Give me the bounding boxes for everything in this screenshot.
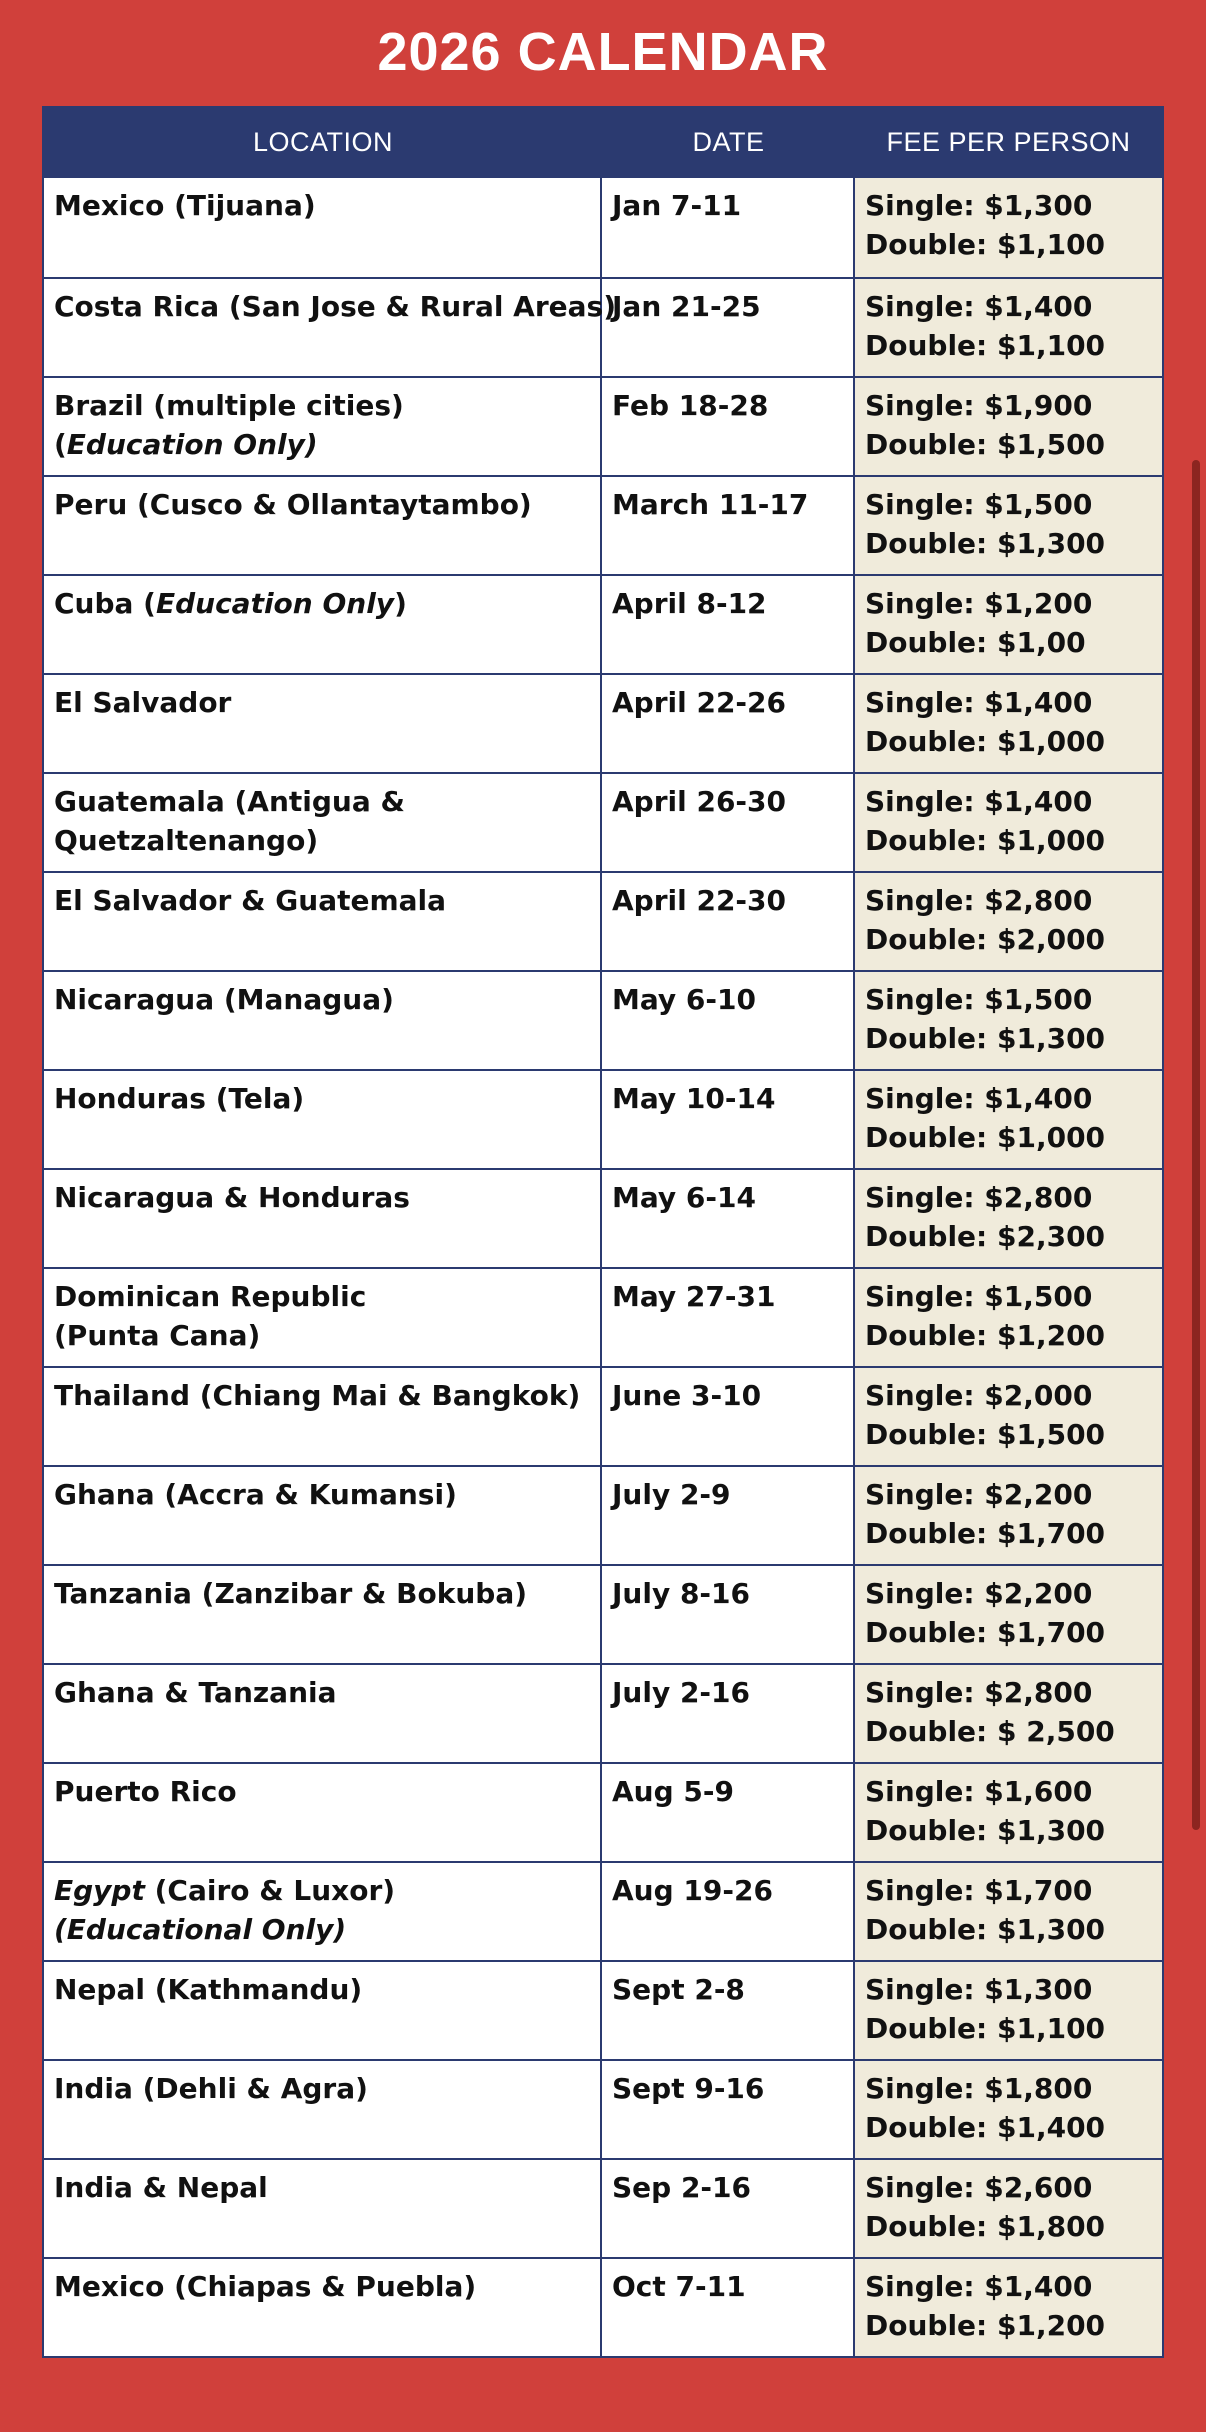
single-fee: Single: $1,500 [865,1280,1093,1313]
calendar-table [42,106,1164,2358]
fee-cell [855,1368,1162,1465]
table-header [44,106,1162,178]
date-cell: July 2-16 [602,1665,855,1762]
date-cell: Jan 21-25 [602,279,855,376]
single-fee: Single: $1,400 [865,290,1093,323]
location-line [54,821,590,860]
location-text: Education Only) [66,428,318,461]
location-line [54,683,590,722]
double-fee: Double: $1,300 [865,1913,1106,1946]
location-line [54,2069,590,2108]
double-fee: Double: $1,000 [865,1121,1106,1154]
double-fee: Double: $2,300 [865,1220,1106,1253]
date-cell: April 8-12 [602,576,855,673]
double-fee: Double: $1,500 [865,428,1106,461]
location-text: El Salvador & Guatemala [54,884,447,917]
location-cell [44,774,602,871]
date-cell: May 10-14 [602,1071,855,1168]
location-line [54,1910,590,1949]
single-fee: Single: $2,600 [865,2171,1093,2204]
date-cell: Aug 19-26 [602,1863,855,1960]
fee-cell [855,774,1162,871]
fee-cell [855,972,1162,1069]
double-fee: Double: $1,300 [865,1022,1106,1055]
table-row [44,574,1162,673]
location-line [54,1079,590,1118]
location-cell [44,1071,602,1168]
location-text: ( [54,428,67,461]
single-fee: Single: $1,300 [865,189,1093,222]
fee-cell [855,1665,1162,1762]
double-fee: Double: $1,300 [865,1814,1106,1847]
fee-cell [855,2259,1162,2356]
page-title: 2026 CALENDAR [377,22,829,82]
double-fee: Double: $1,100 [865,228,1106,261]
table-row [44,178,1162,277]
location-text: Brazil (multiple cities) [54,389,404,422]
date-cell: May 27-31 [602,1269,855,1366]
location-text: Nicaragua (Managua) [54,983,394,1016]
location-cell [44,1368,602,1465]
location-line [54,2267,590,2306]
column-header-fee: FEE PER PERSON [886,126,1131,157]
location-text: Tanzania (Zanzibar & Bokuba) [54,1577,528,1610]
double-fee: Double: $1,300 [865,527,1106,560]
column-header-date: DATE [692,126,765,157]
table-row [44,277,1162,376]
table-row [44,1168,1162,1267]
location-line [54,1178,590,1217]
double-fee: Double: $1,000 [865,824,1106,857]
date-cell: Jan 7-11 [602,178,855,277]
location-text: El Salvador [54,686,232,719]
double-fee: Double: $1,200 [865,2309,1106,2342]
column-header-location: LOCATION [252,126,393,157]
location-text: Costa Rica (San Jose & Rural Areas) [54,290,617,323]
location-text: (Cairo & Luxor) [144,1874,396,1907]
location-cell [44,2160,602,2257]
fee-cell [855,1863,1162,1960]
location-line [54,1316,590,1355]
double-fee: Double: $1,00 [865,626,1086,659]
single-fee: Single: $2,800 [865,1676,1093,1709]
fee-cell [855,1170,1162,1267]
single-fee: Single: $2,200 [865,1478,1093,1511]
location-line [54,1376,590,1415]
double-fee: Double: $1,400 [865,2111,1106,2144]
location-line [54,2168,590,2207]
location-cell [44,1962,602,2059]
table-row [44,1465,1162,1564]
table-body [44,178,1162,2356]
location-line [54,881,590,920]
location-text: Quetzaltenango) [54,824,319,857]
location-cell [44,576,602,673]
location-line [54,1574,590,1613]
fee-cell [855,1071,1162,1168]
date-cell: Feb 18-28 [602,378,855,475]
location-cell [44,2259,602,2356]
table-row [44,1564,1162,1663]
table-row [44,1861,1162,1960]
location-line [54,584,590,623]
scrollbar[interactable] [1192,460,1200,1830]
fee-cell [855,675,1162,772]
location-text: India & Nepal [54,2171,268,2204]
location-text: Cuba ( [54,587,156,620]
double-fee: Double: $1,100 [865,329,1106,362]
table-row [44,1663,1162,1762]
fee-cell [855,279,1162,376]
fee-cell [855,873,1162,970]
location-line [54,782,590,821]
table-row [44,2257,1162,2356]
table-row [44,2059,1162,2158]
date-cell: April 26-30 [602,774,855,871]
date-cell: Sep 2-16 [602,2160,855,2257]
date-cell: April 22-30 [602,873,855,970]
single-fee: Single: $1,400 [865,2270,1093,2303]
table-row [44,970,1162,1069]
date-cell: July 8-16 [602,1566,855,1663]
double-fee: Double: $1,200 [865,1319,1106,1352]
single-fee: Single: $1,500 [865,488,1093,521]
table-row [44,2158,1162,2257]
fee-cell [855,2061,1162,2158]
date-cell: Sept 2-8 [602,1962,855,2059]
fee-cell [855,178,1162,277]
location-line [54,980,590,1019]
location-text: ) [394,587,407,620]
location-cell [44,1863,602,1960]
single-fee: Single: $1,300 [865,1973,1093,2006]
fee-cell [855,1269,1162,1366]
location-text: Honduras (Tela) [54,1082,305,1115]
location-text: Mexico (Tijuana) [54,189,316,222]
table-row [44,376,1162,475]
location-line [54,1772,590,1811]
table-row [44,1960,1162,2059]
date-cell: May 6-10 [602,972,855,1069]
location-line [54,1871,590,1910]
location-text: Nicaragua & Honduras [54,1181,410,1214]
location-text: Dominican Republic [54,1280,367,1313]
date-cell: Aug 5-9 [602,1764,855,1861]
location-line [54,1475,590,1514]
double-fee: Double: $1,000 [865,725,1106,758]
location-text: Egypt [54,1874,145,1907]
location-text: Peru (Cusco & Ollantaytambo) [54,488,532,521]
date-cell: June 3-10 [602,1368,855,1465]
table-row [44,1267,1162,1366]
date-cell: May 6-14 [602,1170,855,1267]
fee-cell [855,1566,1162,1663]
location-cell [44,972,602,1069]
double-fee: Double: $2,000 [865,923,1106,956]
fee-cell [855,378,1162,475]
table-row [44,1762,1162,1861]
date-cell: Oct 7-11 [602,2259,855,2356]
location-line [54,485,590,524]
fee-cell [855,477,1162,574]
location-text: (Educational Only) [54,1913,347,1946]
single-fee: Single: $1,400 [865,1082,1093,1115]
location-text: Mexico (Chiapas & Puebla) [54,2270,477,2303]
location-cell [44,178,602,277]
location-cell [44,1764,602,1861]
location-line [54,1970,590,2009]
table-row [44,772,1162,871]
location-text: Puerto Rico [54,1775,237,1808]
location-cell [44,2061,602,2158]
location-line [54,425,590,464]
double-fee: Double: $1,800 [865,2210,1106,2243]
single-fee: Single: $2,800 [865,884,1093,917]
location-line [54,1673,590,1712]
location-text: India (Dehli & Agra) [54,2072,368,2105]
table-row [44,1069,1162,1168]
location-line [54,186,590,225]
fee-cell [855,1962,1162,2059]
location-cell [44,378,602,475]
location-cell [44,1467,602,1564]
single-fee: Single: $1,600 [865,1775,1093,1808]
location-cell [44,1665,602,1762]
location-cell [44,477,602,574]
double-fee: Double: $1,700 [865,1616,1106,1649]
single-fee: Single: $1,500 [865,983,1093,1016]
date-cell: April 22-26 [602,675,855,772]
single-fee: Single: $1,700 [865,1874,1093,1907]
single-fee: Single: $1,900 [865,389,1093,422]
single-fee: Single: $1,800 [865,2072,1093,2105]
location-text: Ghana (Accra & Kumansi) [54,1478,457,1511]
single-fee: Single: $2,000 [865,1379,1093,1412]
location-text: Education Only [155,587,395,620]
location-line [54,287,617,326]
double-fee: Double: $1,700 [865,1517,1106,1550]
location-text: Ghana & Tanzania [54,1676,337,1709]
double-fee: Double: $1,500 [865,1418,1106,1451]
double-fee: Double: $ 2,500 [865,1715,1115,1748]
location-line [54,386,590,425]
table-row [44,673,1162,772]
single-fee: Single: $2,200 [865,1577,1093,1610]
single-fee: Single: $2,800 [865,1181,1093,1214]
location-text: (Punta Cana) [54,1319,261,1352]
date-cell: Sept 9-16 [602,2061,855,2158]
table-row [44,871,1162,970]
date-cell: July 2-9 [602,1467,855,1564]
location-text: Guatemala (Antigua & [54,785,405,818]
location-cell [44,1566,602,1663]
location-text: Thailand (Chiang Mai & Bangkok) [54,1379,581,1412]
single-fee: Single: $1,400 [865,686,1093,719]
location-line [54,1277,590,1316]
single-fee: Single: $1,200 [865,587,1093,620]
date-cell: March 11-17 [602,477,855,574]
location-cell [44,279,617,376]
double-fee: Double: $1,100 [865,2012,1106,2045]
location-cell [44,1269,602,1366]
table-row [44,1366,1162,1465]
location-cell [44,873,602,970]
table-row [44,475,1162,574]
fee-cell [855,1764,1162,1861]
location-cell [44,1170,602,1267]
fee-cell [855,2160,1162,2257]
fee-cell [855,576,1162,673]
location-text: Nepal (Kathmandu) [54,1973,363,2006]
fee-cell [855,1467,1162,1564]
single-fee: Single: $1,400 [865,785,1093,818]
location-cell [44,675,602,772]
